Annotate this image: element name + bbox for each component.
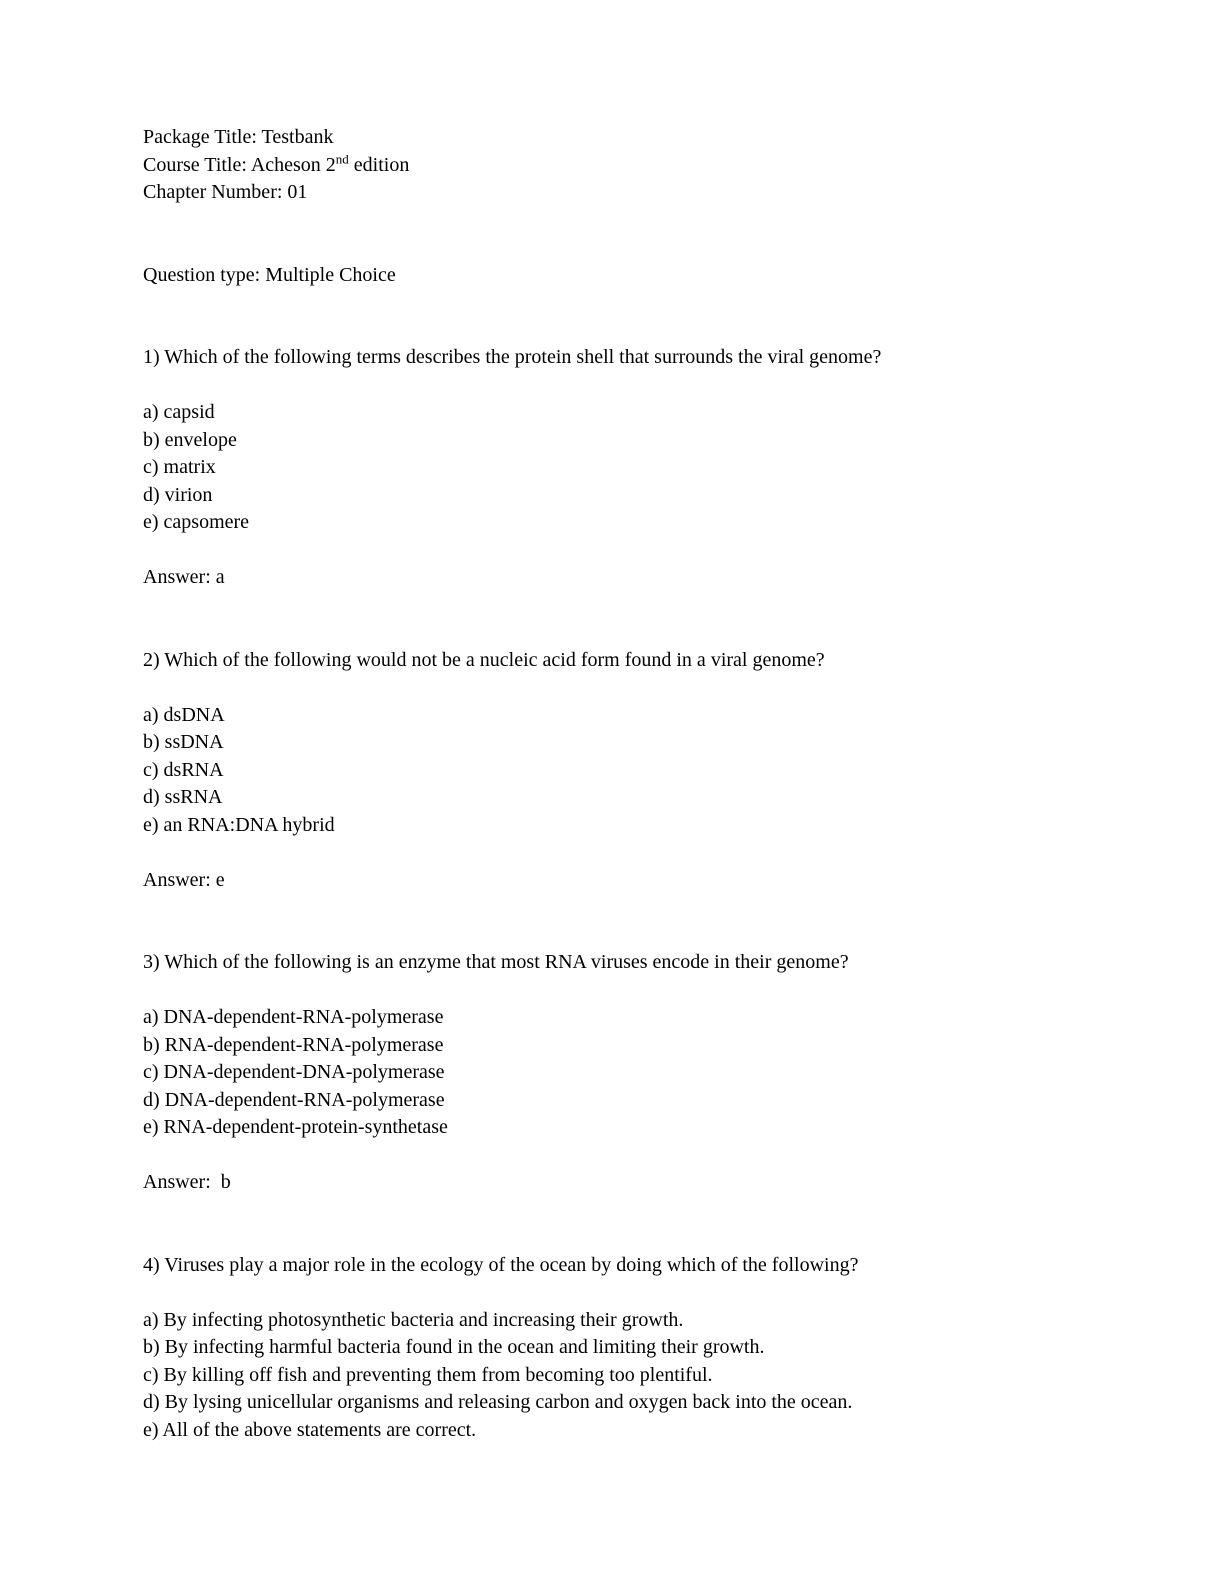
option-d: d) By lysing unicellular organisms and releasing carbon and oxygen back into the ocean.	[143, 1391, 853, 1413]
option-a: a) dsDNA	[143, 703, 225, 726]
option-c: c) DNA-dependent-DNA-polymerase	[143, 1061, 445, 1083]
option-a: a) By infecting photosynthetic bacteria and increasing their growth.	[143, 1308, 684, 1331]
course-title-prefix: Course Title: Acheson 2	[143, 153, 336, 176]
option-b: b) ssDNA	[143, 731, 224, 753]
option-d: d) virion	[143, 483, 213, 506]
option-d: d) ssRNA	[143, 786, 223, 808]
option-d: d) DNA-dependent-RNA-polymerase	[143, 1088, 445, 1111]
option-b: b) RNA-dependent-RNA-polymerase	[143, 1033, 444, 1056]
question-options	[143, 702, 1164, 840]
question-options	[143, 1004, 1164, 1142]
option-a: a) capsid	[143, 401, 215, 423]
question-options	[143, 1307, 1164, 1445]
answer-line: Answer: e	[143, 868, 225, 891]
question-options	[143, 399, 1164, 537]
question-block-4	[143, 1252, 1164, 1445]
option-b: b) envelope	[143, 428, 237, 451]
option-c: c) dsRNA	[143, 758, 224, 781]
option-e: e) an RNA:DNA hybrid	[143, 813, 335, 836]
question-block-2	[143, 647, 1164, 895]
question-text: 4) Viruses play a major role in the ecology of the ocean by doing which of the following?	[143, 1253, 859, 1276]
question-block-1	[143, 344, 1164, 592]
option-e: e) All of the above statements are correct.	[143, 1418, 477, 1441]
course-title-superscript: nd	[335, 150, 349, 166]
option-c: c) By killing off fish and preventing them from becoming too plentiful.	[143, 1363, 713, 1386]
option-e: e) RNA-dependent-protein-synthetase	[143, 1116, 448, 1138]
chapter-number: Chapter Number: 01	[143, 181, 308, 203]
package-title: Package Title: Testbank	[143, 126, 334, 148]
course-title	[143, 152, 1164, 180]
question-text: 2) Which of the following would not be a nucleic acid form found in a viral genome?	[143, 648, 825, 671]
answer-line: Answer: b	[143, 1171, 231, 1193]
question-block-3	[143, 949, 1164, 1197]
document-header	[143, 124, 1164, 207]
option-c: c) matrix	[143, 456, 216, 478]
option-e: e) capsomere	[143, 511, 250, 533]
question-type-label: Question type: Multiple Choice	[143, 263, 396, 286]
answer-line: Answer: a	[143, 566, 225, 588]
question-text: 3) Which of the following is an enzyme that most RNA viruses encode in their genome?	[143, 951, 849, 973]
option-a: a) DNA-dependent-RNA-polymerase	[143, 1006, 444, 1028]
course-title-suffix: edition	[348, 153, 410, 176]
option-b: b) By infecting harmful bacteria found in the ocean and limiting their growth.	[143, 1336, 765, 1358]
question-text: 1) Which of the following terms describes the protein shell that surrounds the viral genome?	[143, 346, 882, 368]
